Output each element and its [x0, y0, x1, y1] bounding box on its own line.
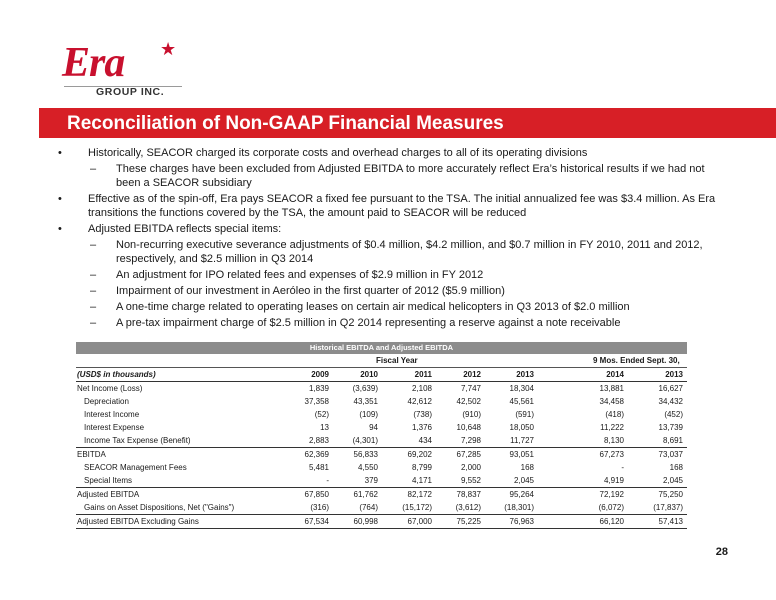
table-cell: 9,552: [460, 476, 481, 485]
row-label: Adjusted EBITDA Excluding Gains: [77, 517, 199, 526]
table-row: [76, 382, 687, 395]
bullet-dot-icon: •: [58, 193, 62, 205]
bullet-text: Effective as of the spin-off, Era pays SEACOR a fixed fee pursuant to the TSA. The initial annualized fee was $3.4 million. As Era transitions the functions covered by the TSA, the amount paid to SEACOR will be reduced: [88, 193, 716, 219]
table-cell: 5,481: [308, 463, 329, 472]
table-cell: 67,850: [304, 490, 329, 499]
table-cell: 56,833: [353, 450, 378, 459]
table-cell: 4,171: [411, 476, 432, 485]
bullet-item: [56, 284, 716, 298]
table-cell: 34,432: [658, 397, 683, 406]
bullet-text: Impairment of our investment in Aeróleo in the first quarter of 2012 ($5.9 million): [116, 285, 505, 297]
table-cell: 67,285: [456, 450, 481, 459]
group-fiscal-year: Fiscal Year: [376, 356, 418, 365]
column-header: 2012: [463, 370, 481, 379]
table-group-header: [76, 354, 687, 368]
table-row: [76, 447, 687, 461]
table-cell: 11,727: [510, 436, 534, 445]
table-cell: 57,413: [658, 517, 683, 526]
table-cell: (6,072): [598, 503, 624, 512]
table-row: [76, 474, 687, 487]
bullet-dash-icon: –: [90, 269, 97, 281]
table-cell: 18,304: [509, 384, 534, 393]
table-cell: 18,050: [509, 423, 534, 432]
table-cell: 2,045: [513, 476, 534, 485]
table-cell: 42,502: [456, 397, 481, 406]
bullet-item: [56, 300, 716, 314]
bullet-dash-icon: –: [90, 239, 97, 251]
table-cell: 95,264: [509, 490, 534, 499]
table-cell: -: [326, 476, 329, 485]
table-cell: 66,120: [599, 517, 624, 526]
table-cell: 94: [369, 423, 378, 432]
column-header: 2013: [516, 370, 534, 379]
table-cell: 8,130: [603, 436, 624, 445]
table-cell: 60,998: [353, 517, 378, 526]
page-number: 28: [715, 546, 728, 558]
table-cell: 67,534: [304, 517, 329, 526]
table-cell: (15,172): [402, 503, 432, 512]
table-cell: (738): [413, 410, 432, 419]
table-cell: (3,612): [455, 503, 481, 512]
bullet-item: [56, 268, 716, 282]
table-cell: 2,108: [411, 384, 432, 393]
group-nine-months: 9 Mos. Ended Sept. 30,: [593, 356, 680, 365]
table-header: Historical EBITDA and Adjusted EBITDA: [76, 342, 687, 354]
table-cell: 45,561: [509, 397, 534, 406]
table-cell: 67,000: [407, 517, 432, 526]
era-group-logo: [62, 40, 190, 98]
table-cell: 13: [320, 423, 329, 432]
table-row: [76, 434, 687, 447]
table-cell: (452): [664, 410, 683, 419]
bullet-dot-icon: •: [58, 147, 62, 159]
table-row: [76, 514, 687, 528]
ebitda-table: [76, 342, 687, 528]
bullet-text: Historically, SEACOR charged its corporate costs and overhead charges to all of its operating divisions: [88, 147, 588, 159]
table-cell: (18,301): [504, 503, 534, 512]
table-cell: 61,762: [353, 490, 378, 499]
column-header: 2010: [360, 370, 378, 379]
table-cell: 4,919: [603, 476, 624, 485]
table-row: [76, 487, 687, 501]
table-cell: 1,839: [308, 384, 329, 393]
table-cell: 34,458: [599, 397, 624, 406]
table-cell: 62,369: [304, 450, 329, 459]
bullet-item: [56, 192, 716, 220]
table-cell: 82,172: [407, 490, 432, 499]
table-cell: 78,837: [456, 490, 481, 499]
table-cell: 434: [418, 436, 432, 445]
table-row: [76, 395, 687, 408]
column-header: 2014: [606, 370, 624, 379]
logo-wordmark: Era: [62, 40, 125, 86]
bullet-list: [56, 146, 716, 332]
column-header: 2013: [665, 370, 683, 379]
table-cell: 1,376: [411, 423, 432, 432]
table-cell: (109): [359, 410, 378, 419]
table-row: [76, 461, 687, 474]
bullet-text: A pre-tax impairment charge of $2.5 million in Q2 2014 representing a reserve against a note receivable: [116, 317, 621, 329]
row-label: Income Tax Expense (Benefit): [84, 436, 191, 445]
table-cell: 168: [669, 463, 683, 472]
table-cell: 16,627: [658, 384, 683, 393]
table-body: [76, 382, 687, 528]
slide-title: Reconciliation of Non-GAAP Financial Measures: [67, 113, 504, 134]
table-row: [76, 501, 687, 514]
table-cell: (316): [310, 503, 329, 512]
column-header: 2011: [414, 370, 432, 379]
table-cell: 72,192: [599, 490, 624, 499]
bullet-dash-icon: –: [90, 285, 97, 297]
bullet-dash-icon: –: [90, 301, 97, 313]
table-cell: 75,250: [658, 490, 683, 499]
table-cell: 75,225: [456, 517, 481, 526]
table-cell: 2,045: [662, 476, 683, 485]
logo-subtitle: GROUP INC.: [96, 86, 165, 98]
bullet-item: [56, 162, 716, 190]
bullet-item: [56, 146, 716, 160]
table-cell: 13,739: [658, 423, 683, 432]
unit-label: (USD$ in thousands): [77, 370, 156, 379]
row-label: Special Items: [84, 476, 133, 485]
table-cell: 4,550: [357, 463, 378, 472]
bullet-dash-icon: –: [90, 163, 97, 175]
row-label: Gains on Asset Dispositions, Net ("Gains"): [84, 503, 235, 512]
bullet-dash-icon: –: [90, 317, 97, 329]
table-row: [76, 421, 687, 434]
table-cell: 8,691: [662, 436, 683, 445]
table-cell: 37,358: [304, 397, 329, 406]
row-label: Depreciation: [84, 397, 129, 406]
table-cell: 76,963: [509, 517, 534, 526]
title-bar: [39, 108, 776, 138]
bullet-text: An adjustment for IPO related fees and expenses of $2.9 million in FY 2012: [116, 269, 484, 281]
row-label: Net Income (Loss): [77, 384, 143, 393]
table-cell: (17,837): [653, 503, 683, 512]
table-row: [76, 408, 687, 421]
table-cell: 13,881: [599, 384, 624, 393]
table-cell: -: [621, 463, 624, 472]
bullet-item: [56, 238, 716, 266]
bullet-text: Non-recurring executive severance adjustments of $0.4 million, $4.2 million, and $0.7 million in FY 2010, 2011 and 2012, respectively, and $2.5 million in Q3 2014: [116, 239, 703, 265]
table-cell: 11,222: [600, 423, 624, 432]
table-cell: (52): [314, 410, 329, 419]
table-cell: 69,202: [407, 450, 432, 459]
table-bottom-rule: [76, 528, 687, 529]
bullet-text: Adjusted EBITDA reflects special items:: [88, 223, 282, 235]
bullet-text: These charges have been excluded from Adjusted EBITDA to more accurately reflect Era’s historical results if we had not been a SEACOR subsidiary: [116, 163, 705, 189]
column-header: 2009: [311, 370, 329, 379]
table-cell: (3,639): [352, 384, 378, 393]
table-cell: 7,747: [460, 384, 481, 393]
table-cell: 168: [520, 463, 534, 472]
row-label: Adjusted EBITDA: [77, 490, 140, 499]
row-label: Interest Income: [84, 410, 140, 419]
bullet-text: A one-time charge related to operating leases on certain air medical helicopters in Q3 2013 of $2.0 million: [116, 301, 630, 313]
table-cell: 8,799: [411, 463, 432, 472]
row-label: EBITDA: [77, 450, 106, 459]
table-cell: 93,051: [509, 450, 534, 459]
table-cell: (764): [359, 503, 378, 512]
logo-star-icon: ★: [160, 39, 177, 59]
column-header-row: [76, 368, 687, 382]
table-cell: 43,351: [353, 397, 378, 406]
table-cell: 42,612: [407, 397, 432, 406]
table-cell: 10,648: [456, 423, 481, 432]
table-cell: (418): [605, 410, 624, 419]
bullet-item: [56, 222, 716, 236]
row-label: SEACOR Management Fees: [84, 463, 187, 472]
table-cell: 67,273: [599, 450, 624, 459]
table-cell: (4,301): [352, 436, 378, 445]
table-cell: 379: [364, 476, 378, 485]
table-cell: 7,298: [460, 436, 481, 445]
table-cell: (591): [515, 410, 534, 419]
table-cell: (910): [462, 410, 481, 419]
table-cell: 2,883: [308, 436, 329, 445]
bullet-item: [56, 316, 716, 330]
table-cell: 73,037: [658, 450, 683, 459]
row-label: Interest Expense: [84, 423, 145, 432]
bullet-dot-icon: •: [58, 223, 62, 235]
table-cell: 2,000: [460, 463, 481, 472]
